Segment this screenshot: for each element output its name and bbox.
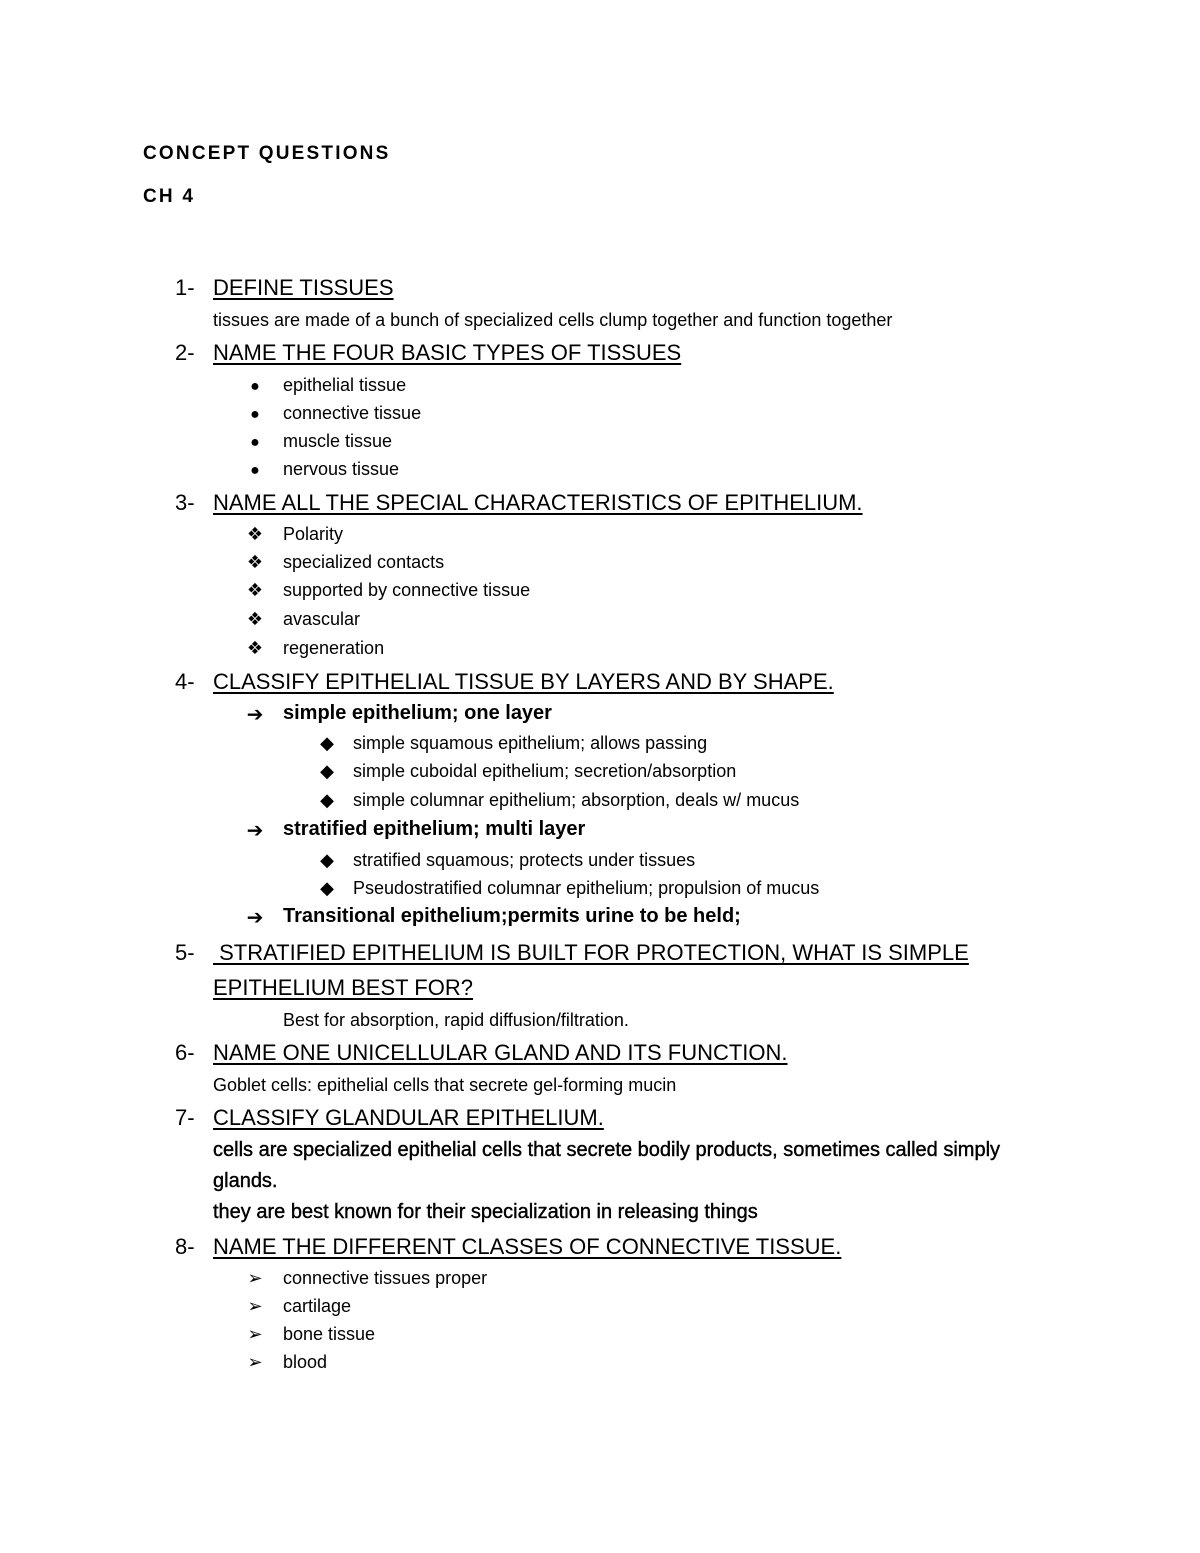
arrowhead-icon: ➢ (247, 1268, 263, 1288)
bullet-dot-icon: ● (250, 434, 260, 451)
list-item-label: blood (283, 1352, 328, 1372)
list-item (244, 431, 266, 452)
four-diamond-icon: ❖ (246, 638, 264, 658)
chapter-label: CH 4 (143, 186, 196, 207)
list-item-label: avascular (283, 609, 361, 629)
arrow-right-icon: ➔ (246, 907, 264, 929)
question-number: 1- (175, 275, 195, 300)
list-item-label: Polarity (283, 524, 344, 544)
question-number: 3- (175, 490, 195, 515)
group-label: stratified epithelium; multi layer (283, 818, 586, 840)
question-heading: CLASSIFY EPITHELIAL TISSUE BY LAYERS AND BY SHAPE. (213, 669, 834, 694)
arrowhead-icon: ➢ (247, 1296, 263, 1316)
diamond-icon: ◆ (320, 733, 334, 753)
question-heading: NAME ALL THE SPECIAL CHARACTERISTICS OF EPITHELIUM. (213, 490, 863, 515)
arrow-right-icon: ➔ (246, 820, 264, 842)
four-diamond-icon: ❖ (246, 552, 264, 572)
list-item-label: muscle tissue (283, 431, 393, 451)
answer-text: they are best known for their specialization in releasing things (213, 1201, 758, 1223)
list-item-label: supported by connective tissue (283, 580, 531, 600)
arrowhead-icon: ➢ (247, 1324, 263, 1344)
four-diamond-icon: ❖ (246, 580, 264, 600)
bullet-dot-icon: ● (250, 462, 260, 479)
document-title: CONCEPT QUESTIONS (143, 143, 391, 164)
bullet-dot-icon: ● (250, 378, 260, 395)
question-number: 4- (175, 669, 195, 694)
list-item (244, 403, 266, 424)
question-heading: NAME THE FOUR BASIC TYPES OF TISSUES (213, 340, 682, 365)
group-label: simple epithelium; one layer (283, 702, 552, 724)
list-item-label: cartilage (283, 1296, 352, 1316)
list-item-label: stratified squamous; protects under tissues (353, 850, 696, 870)
answer-text: cells are specialized epithelial cells that secrete bodily products, sometimes called simply (213, 1139, 1001, 1161)
question-heading: NAME THE DIFFERENT CLASSES OF CONNECTIVE TISSUE. (213, 1234, 842, 1259)
diamond-icon: ◆ (320, 761, 334, 781)
arrowhead-icon: ➢ (247, 1352, 263, 1372)
list-item-label: bone tissue (283, 1324, 376, 1344)
question-number: 5- (175, 940, 195, 965)
list-item-label: connective tissue (283, 403, 422, 423)
question-heading: NAME ONE UNICELLULAR GLAND AND ITS FUNCTION. (213, 1040, 788, 1065)
answer-text: Best for absorption, rapid diffusion/filtration. (283, 1010, 629, 1030)
diamond-icon: ◆ (320, 790, 334, 810)
question-number: 7- (175, 1105, 195, 1130)
question-heading: CLASSIFY GLANDULAR EPITHELIUM. (213, 1105, 604, 1130)
list-item-label: simple cuboidal epithelium; secretion/absorption (353, 761, 737, 781)
answer-text: glands. (213, 1170, 278, 1192)
list-item-label: regeneration (283, 638, 385, 658)
list-item-label: simple squamous epithelium; allows passing (353, 733, 708, 753)
list-item-label: connective tissues proper (283, 1268, 488, 1288)
arrow-right-icon: ➔ (246, 704, 264, 726)
four-diamond-icon: ❖ (246, 524, 264, 544)
diamond-icon: ◆ (320, 878, 334, 898)
question-heading: DEFINE TISSUES (213, 275, 394, 300)
question-number: 6- (175, 1040, 195, 1065)
list-item-label: simple columnar epithelium; absorption, deals w/ mucus (353, 790, 800, 810)
answer-text: tissues are made of a bunch of specialized cells clump together and function together (213, 310, 893, 330)
bullet-dot-icon: ● (250, 406, 260, 423)
list-item-label: epithelial tissue (283, 375, 407, 395)
list-item-label: specialized contacts (283, 552, 445, 572)
list-item (244, 375, 266, 396)
question-heading: STRATIFIED EPITHELIUM IS BUILT FOR PROTECTION, WHAT IS SIMPLE (213, 940, 969, 965)
question-heading-continued: EPITHELIUM BEST FOR? (213, 975, 473, 1000)
list-item-label: Pseudostratified columnar epithelium; propulsion of mucus (353, 878, 820, 898)
four-diamond-icon: ❖ (246, 609, 264, 629)
list-item (244, 459, 266, 480)
group-label: Transitional epithelium;permits urine to be held; (283, 905, 741, 927)
question-number: 2- (175, 340, 195, 365)
question-number: 8- (175, 1234, 195, 1259)
diamond-icon: ◆ (320, 850, 334, 870)
answer-text: Goblet cells: epithelial cells that secrete gel-forming mucin (213, 1075, 677, 1095)
list-item-label: nervous tissue (283, 459, 400, 479)
